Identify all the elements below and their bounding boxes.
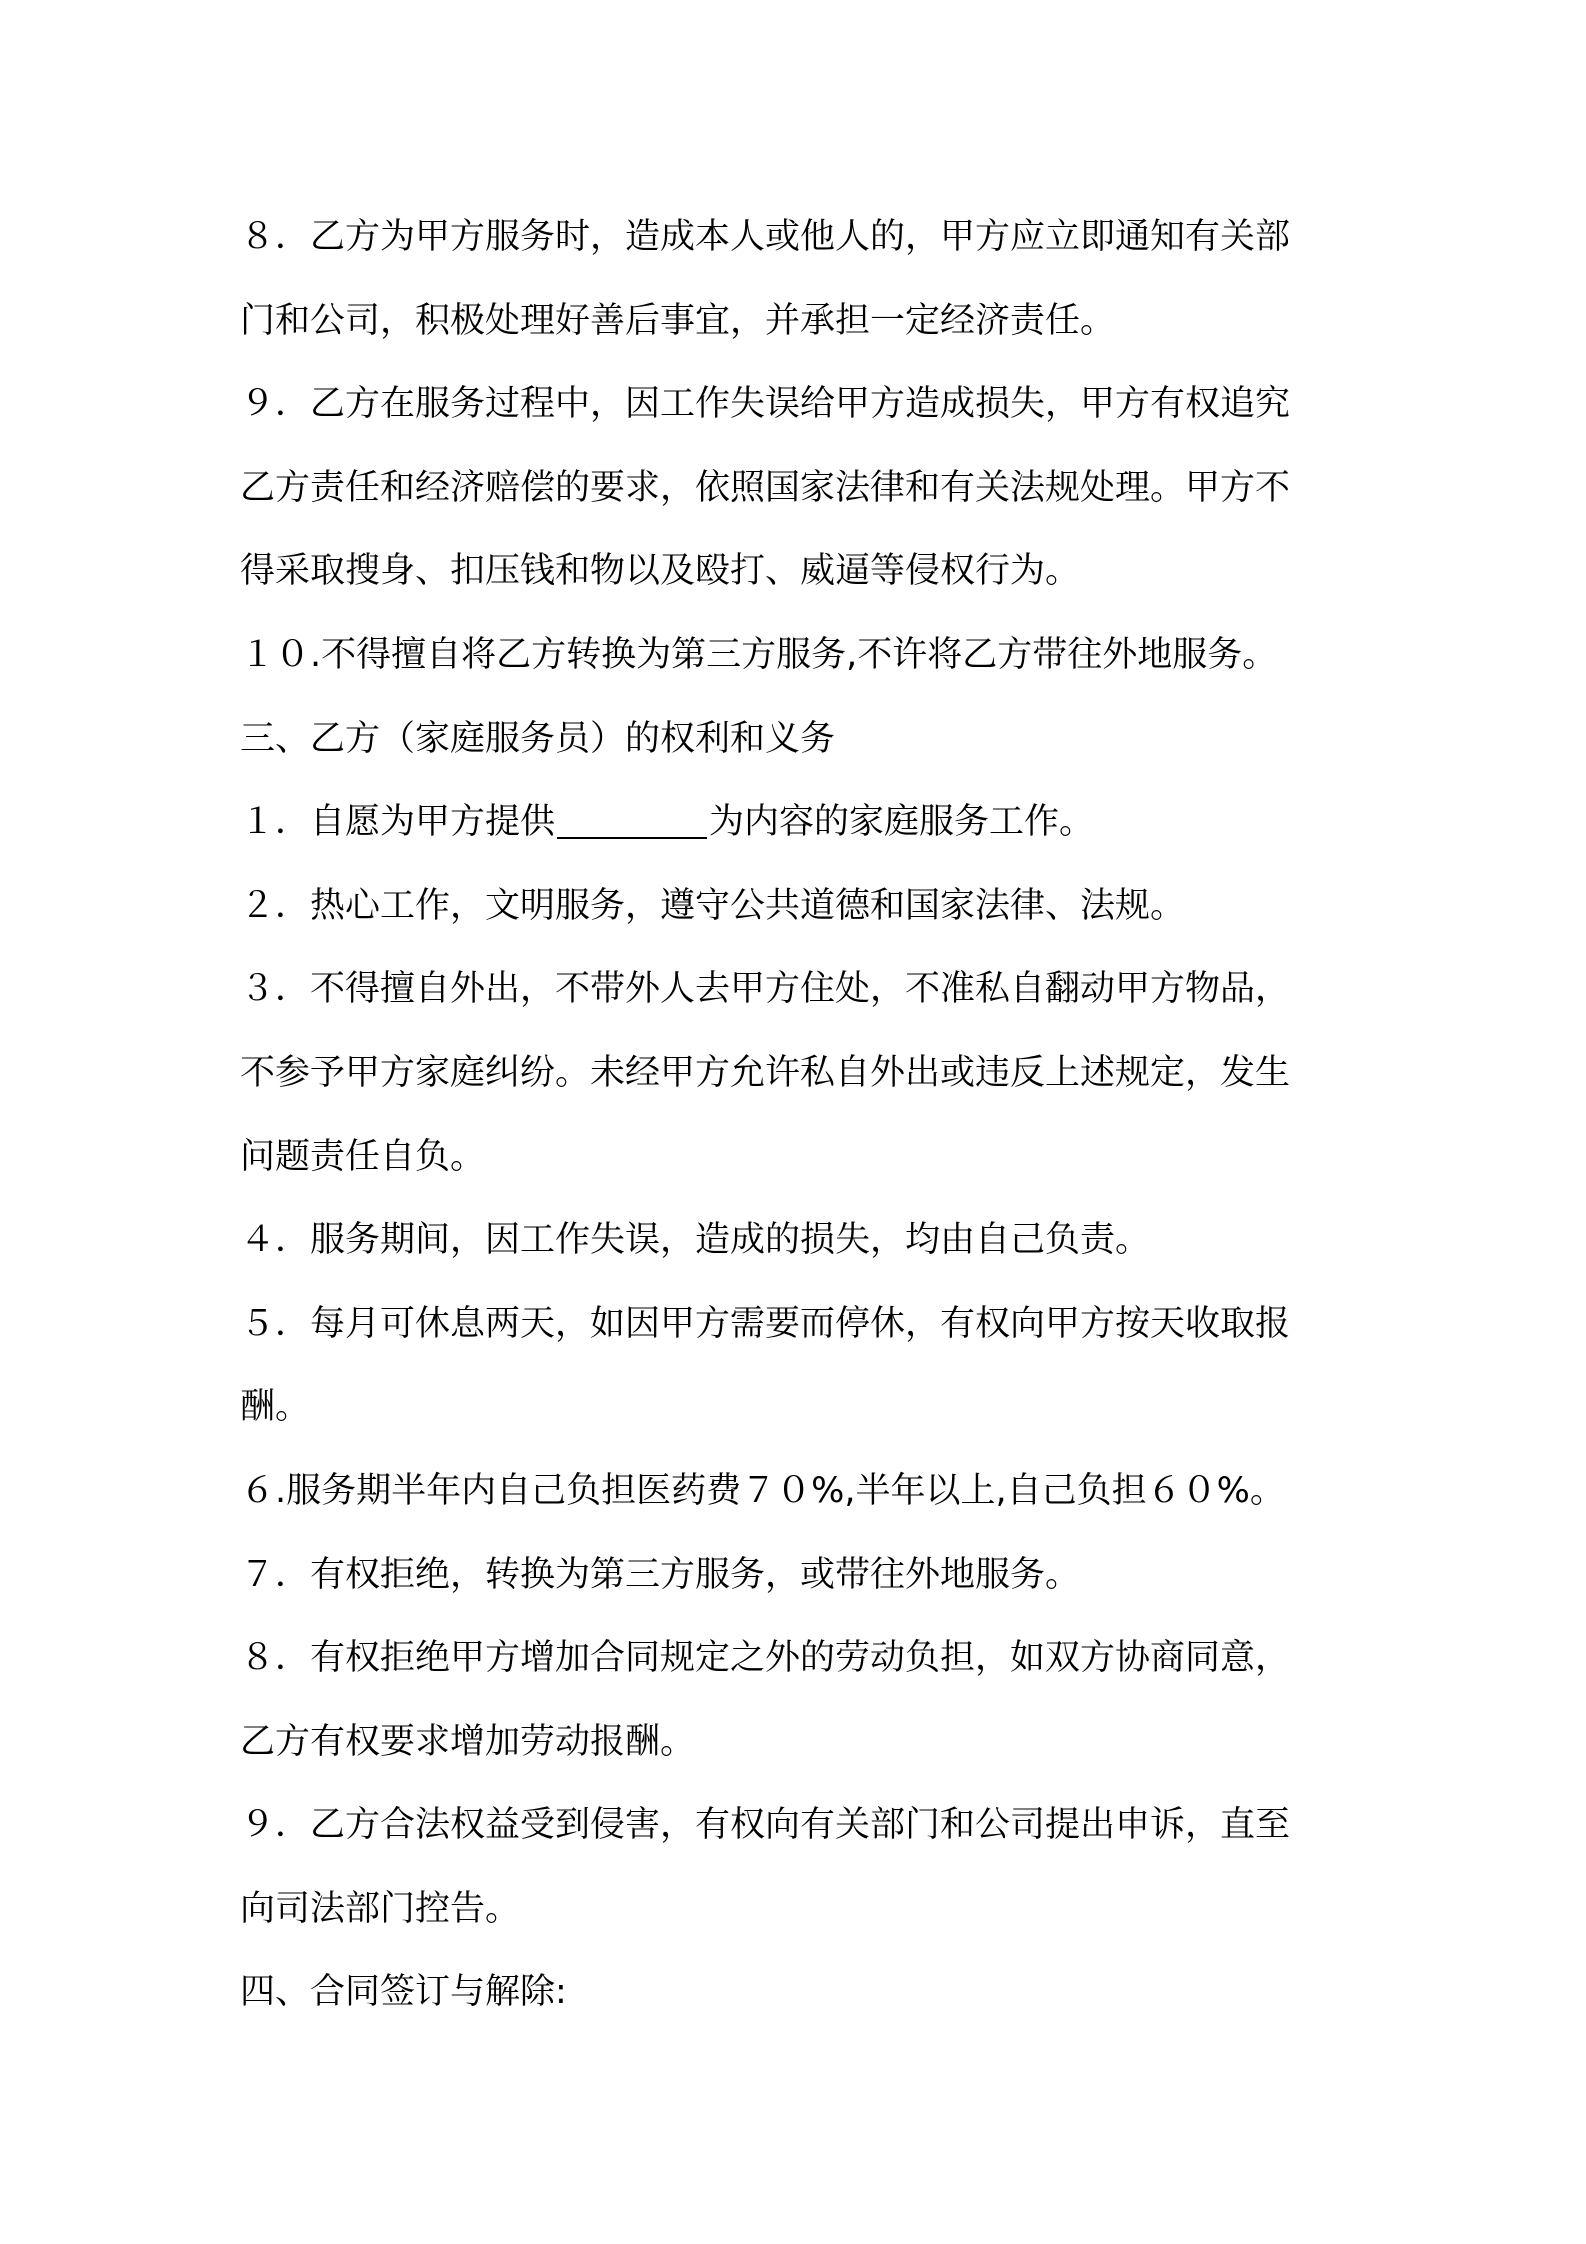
- text-line: 门和公司，积极处理好善后事宜，并承担一定经济责任。: [240, 300, 1116, 341]
- text-line: 乙方责任和经济赔偿的要求，依照国家法律和有关法规处理。甲方不: [240, 467, 1291, 508]
- text-line: ６.服务期半年内自己负担医药费７０%,半年以上,自己负担６０%。: [240, 1470, 1285, 1511]
- text-line: ５．每月可休息两天，如因甲方需要而停休，有权向甲方按天收取报: [240, 1303, 1291, 1344]
- text-line: ３．不得擅自外出，不带外人去甲方住处，不准私自翻动甲方物品，: [240, 969, 1291, 1010]
- section-heading: 三、乙方（家庭服务员）的权利和义务: [240, 718, 836, 759]
- fill-in-suffix: 为内容的家庭服务工作。: [709, 802, 1095, 843]
- text-line: ７．有权拒绝，转换为第三方服务，或带往外地服务。: [240, 1554, 1081, 1595]
- text-line: ２．热心工作，文明服务，遵守公共道德和国家法律、法规。: [240, 885, 1186, 926]
- text-line: 得采取搜身、扣压钱和物以及殴打、威逼等侵权行为。: [240, 551, 1081, 592]
- fill-in-prefix: １．自愿为甲方提供: [240, 802, 556, 843]
- fill-in-line: [240, 781, 1380, 865]
- text-line: 乙方有权要求增加劳动报酬。: [240, 1721, 696, 1762]
- section-heading: 四、合同签订与解除:: [240, 1972, 567, 2013]
- text-line: ８．乙方为甲方服务时，造成本人或他人的，甲方应立即通知有关部: [240, 217, 1291, 257]
- text-line: ８．有权拒绝甲方增加合同规定之外的劳动负担，如双方协商同意，: [240, 1638, 1291, 1679]
- text-line: 酬。: [240, 1387, 311, 1428]
- contract-text: [240, 196, 1380, 2035]
- text-line: ９．乙方在服务过程中，因工作失误给甲方造成损失，甲方有权追究: [240, 384, 1291, 425]
- text-line: １０.不得擅自将乙方转换为第三方服务,不许将乙方带往外地服务。: [240, 634, 1278, 675]
- text-line: 向司法部门控告。: [240, 1888, 521, 1929]
- text-line: 问题责任自负。: [240, 1136, 486, 1177]
- text-line: ９．乙方合法权益受到侵害，有权向有关部门和公司提出申诉，直至: [240, 1805, 1291, 1846]
- text-line: 不参予甲方家庭纠纷。未经甲方允许私自外出或违反上述规定，发生: [240, 1052, 1291, 1093]
- blank-field: [557, 797, 707, 839]
- text-line: ４．服务期间，因工作失误，造成的损失，均由自己负责。: [240, 1220, 1151, 1261]
